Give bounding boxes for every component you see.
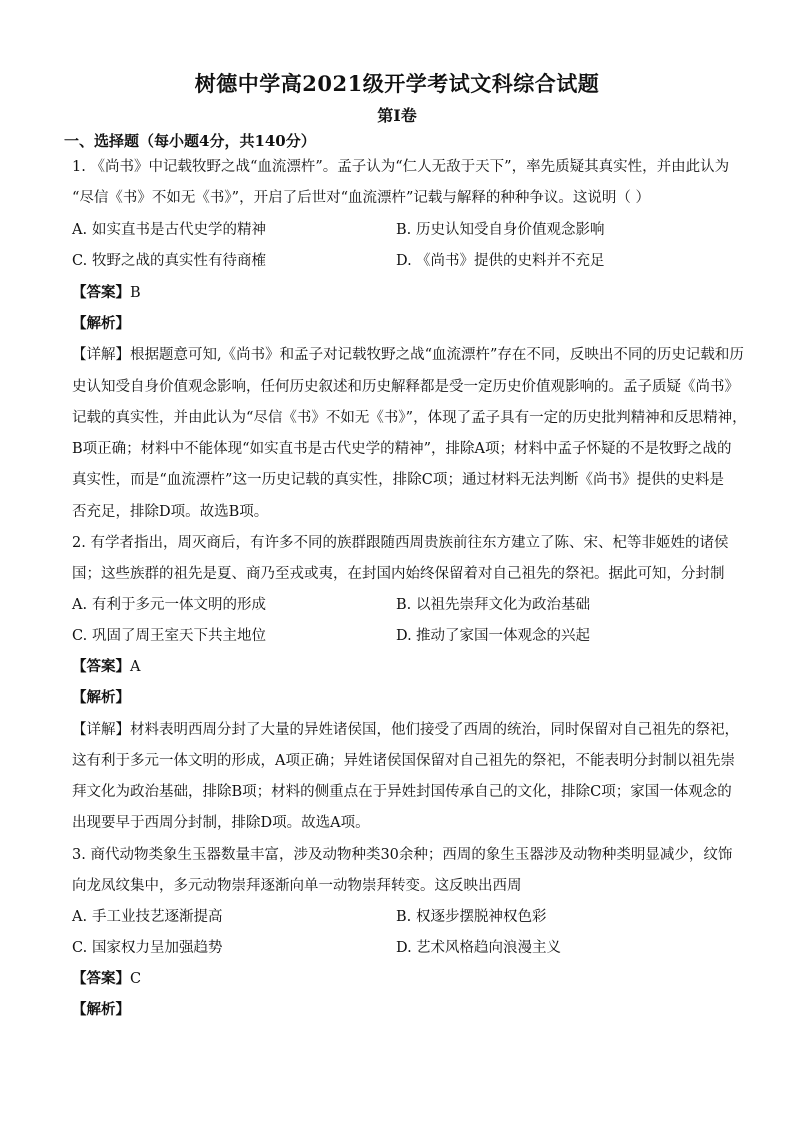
question-2-option-b: B. 以祖先崇拜文化为政治基础 bbox=[396, 597, 590, 613]
volume-heading: 第Ⅰ卷 bbox=[377, 106, 417, 125]
question-3-option-a: A. 手工业技艺逐渐提高 bbox=[72, 909, 223, 925]
question-1-detail-line-2: 史认知受自身价值观念影响，任何历史叙述和历史解释都是受一定历史价值观影响的。孟子质疑《尚书》 bbox=[72, 379, 739, 395]
question-2-option-a: A. 有利于多元一体文明的形成 bbox=[72, 597, 266, 613]
question-3-analysis-label: 【解析】 bbox=[72, 1001, 130, 1018]
question-1-option-b: B. 历史认知受自身价值观念影响 bbox=[396, 222, 605, 238]
question-3-stem-line-2: 向龙凤纹集中，多元动物崇拜逐渐向单一动物崇拜转变。这反映出西周 bbox=[72, 878, 522, 894]
question-3-answer: 【答案】C bbox=[72, 970, 142, 987]
question-2-stem-line-2: 国；这些族群的祖先是夏、商乃至戎或夷，在封国内始终保留着对自己祖先的祭祀。据此可知，分封制 bbox=[72, 566, 725, 582]
question-3-option-d: D. 艺术风格趋向浪漫主义 bbox=[396, 940, 561, 956]
question-1-answer: 【答案】B bbox=[72, 284, 141, 301]
question-2-detail-line-4: 出现要早于西周分封制，排除D项。故选A项。 bbox=[72, 815, 370, 831]
question-2-detail-line-3: 拜文化为政治基础，排除B项；材料的侧重点在于异姓封国传承自己的文化，排除C项；家国一体观念的 bbox=[72, 784, 732, 800]
question-1-option-a: A. 如实直书是古代史学的精神 bbox=[72, 222, 266, 238]
question-3-stem-line-1: 3. 商代动物类象生玉器数量丰富，涉及动物种类30余种；西周的象生玉器涉及动物种类明显减少，纹饰 bbox=[72, 847, 733, 863]
question-1-detail-line-5: 真实性，而是“血流漂杵”这一历史记载的真实性，排除C项；通过材料无法判断《尚书》提供的史料是 bbox=[72, 472, 724, 488]
question-1-detail-line-4: B项正确；材料中不能体现“如实直书是古代史学的精神”，排除A项；材料中孟子怀疑的不是牧野之战的 bbox=[72, 441, 732, 457]
question-2-analysis-label: 【解析】 bbox=[72, 689, 130, 706]
question-1-option-c: C. 牧野之战的真实性有待商榷 bbox=[72, 253, 266, 269]
question-2-detail-line-2: 这有利于多元一体文明的形成，A项正确；异姓诸侯国保留对自己祖先的祭祀，不能表明分封制以祖先崇 bbox=[72, 753, 735, 769]
section-heading: 一、选择题（每小题4分，共140分） bbox=[64, 132, 316, 150]
question-1-detail-line-1: 【详解】根据题意可知,《尚书》和孟子对记载牧野之战“血流漂杵”存在不同，反映出不同的历史记载和历 bbox=[72, 347, 744, 363]
question-1-option-d: D. 《尚书》提供的史料并不充足 bbox=[396, 253, 605, 269]
question-3-option-c: C. 国家权力呈加强趋势 bbox=[72, 940, 223, 956]
question-1-analysis-label: 【解析】 bbox=[72, 315, 130, 332]
question-2-option-d: D. 推动了家国一体观念的兴起 bbox=[396, 628, 590, 644]
question-1-detail-line-6: 否充足，排除D项。故选B项。 bbox=[72, 504, 269, 520]
question-2-option-c: C. 巩固了周王室天下共主地位 bbox=[72, 628, 266, 644]
question-2-detail-line-1: 【详解】材料表明西周分封了大量的异姓诸侯国，他们接受了西周的统治，同时保留对自己祖先的祭祀， bbox=[72, 722, 739, 738]
question-2-stem-line-1: 2. 有学者指出，周灭商后，有许多不同的族群跟随西周贵族前往东方建立了陈、宋、杞等非姬姓的诸侯 bbox=[72, 535, 729, 551]
exam-title: 树德中学高2021级开学考试文科综合试题 bbox=[194, 71, 600, 96]
question-1-detail-line-3: 记载的真实性，并由此认为“尽信《书》不如无《书》”，体现了孟子具有一定的历史批判精神和反思精神， bbox=[72, 410, 747, 426]
question-1-stem-line-2: “尽信《书》不如无《书》”，开启了后世对“血流漂杵”记载与解释的种种争议。这说明（ ） bbox=[72, 190, 651, 206]
question-2-answer: 【答案】A bbox=[72, 658, 141, 675]
question-1-stem-line-1: 1. 《尚书》中记载牧野之战“血流漂杵”。孟子认为“仁人无敌于天下”，率先质疑其真实性，并由此认为 bbox=[72, 159, 730, 175]
question-3-option-b: B. 权逐步摆脱神权色彩 bbox=[396, 909, 547, 925]
